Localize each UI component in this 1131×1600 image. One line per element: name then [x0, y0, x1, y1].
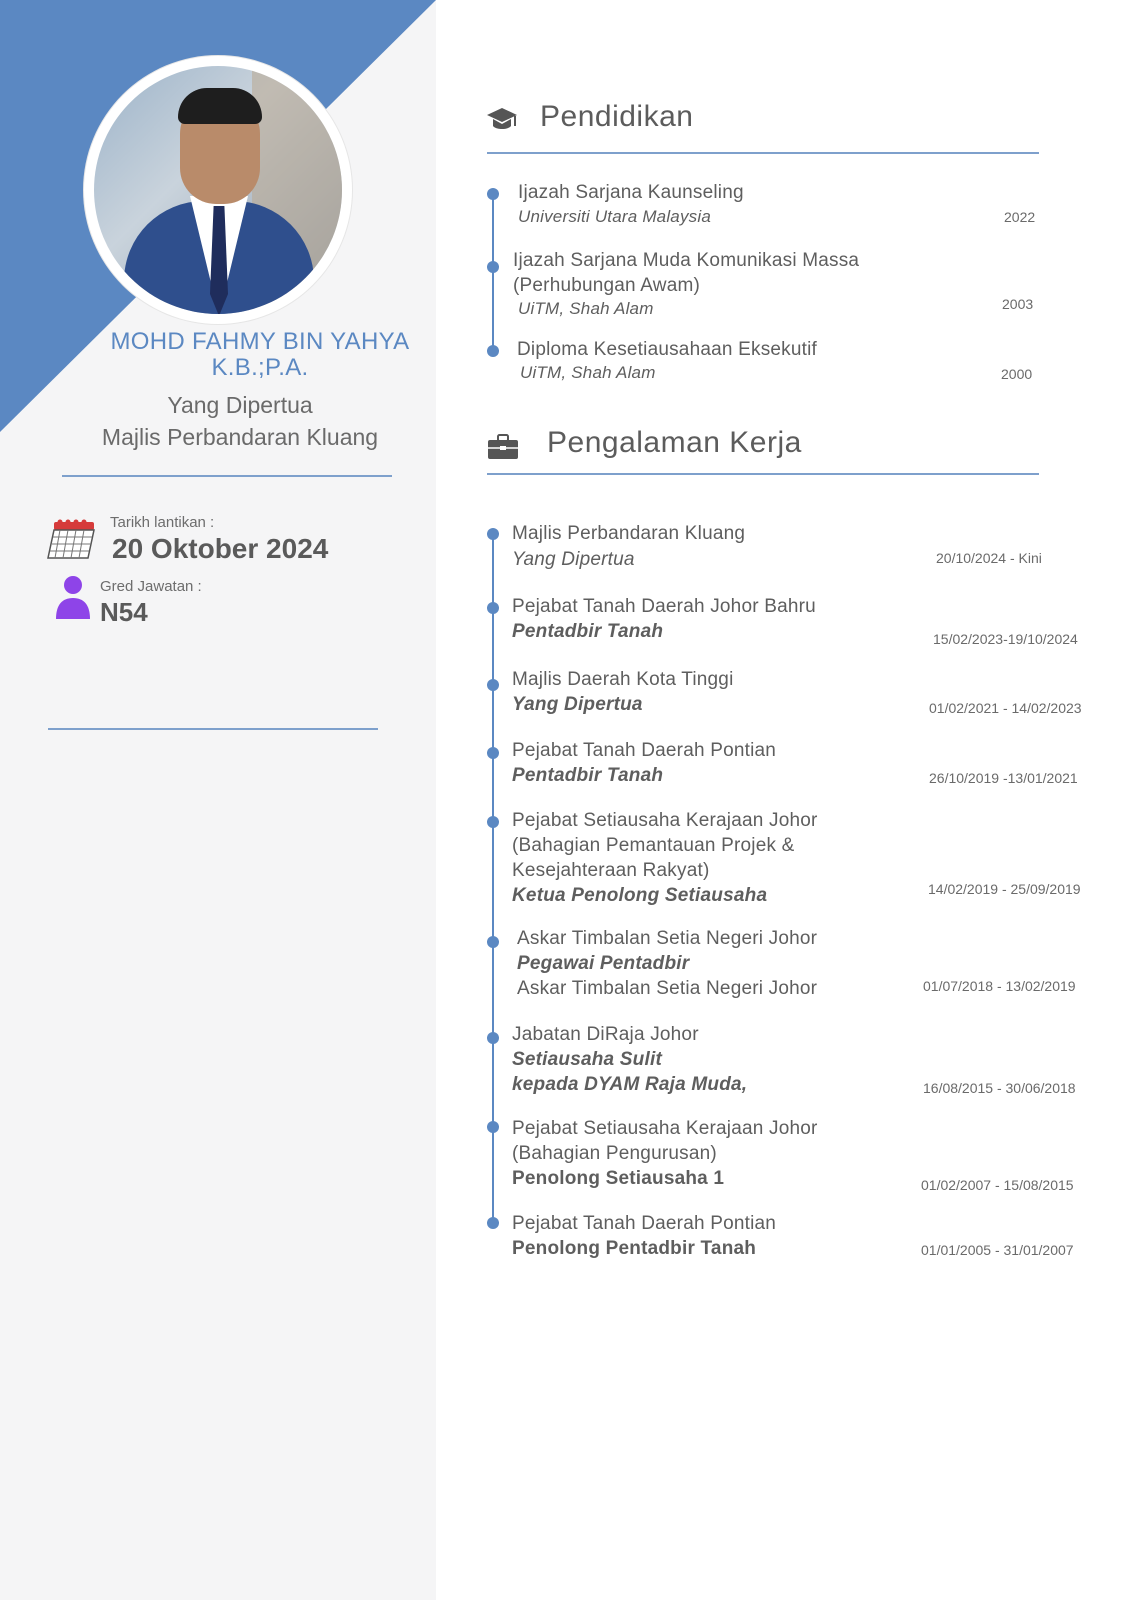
experience-organisation: Pejabat Setiausaha Kerajaan Johor [512, 1118, 818, 1139]
education-year: 2003 [1002, 296, 1034, 312]
experience-position: Setiausaha Sulit [512, 1049, 662, 1070]
education-divider [487, 152, 1039, 154]
briefcase-icon [487, 434, 519, 460]
experience-organisation-line2: (Bahagian Pengurusan) [512, 1143, 717, 1164]
appointment-date: 20 Oktober 2024 [112, 533, 329, 564]
experience-organisation-after: Askar Timbalan Setia Negeri Johor [517, 978, 818, 999]
experience-organisation: Pejabat Tanah Daerah Pontian [512, 740, 777, 761]
experience-organisation: Majlis Perbandaran Kluang [512, 523, 746, 544]
person-honorifics: K.B.;P.A. [211, 354, 309, 381]
appointment-label: Tarikh lantikan : [110, 514, 215, 531]
experience-position: Penolong Pentadbir Tanah [512, 1238, 757, 1259]
experience-date: 01/07/2018 - 13/02/2019 [923, 978, 1076, 994]
timeline-dot [487, 816, 499, 828]
grade-value: N54 [100, 597, 148, 627]
timeline-dot [487, 528, 499, 540]
education-year: 2022 [1004, 209, 1036, 225]
grade-label: Gred Jawatan : [100, 578, 202, 595]
person-name: MOHD FAHMY BIN YAHYA [110, 328, 410, 355]
experience-position-line2: kepada DYAM Raja Muda, [512, 1074, 748, 1095]
timeline-dot [487, 1121, 499, 1133]
person-title: Yang Dipertua [167, 392, 313, 418]
education-degree: Ijazah Sarjana Kaunseling [518, 182, 744, 203]
experience-organisation-line3: Kesejahteraan Rakyat) [512, 860, 710, 881]
timeline-dot [487, 936, 499, 948]
experience-date: 01/02/2021 - 14/02/2023 [929, 700, 1082, 716]
experience-position: Ketua Penolong Setiausaha [512, 885, 768, 906]
profile-photo-frame [84, 56, 352, 324]
timeline-dot [487, 1032, 499, 1044]
experience-organisation: Majlis Daerah Kota Tinggi [512, 669, 734, 690]
timeline-dot [487, 602, 499, 614]
experience-position: Pentadbir Tanah [512, 621, 664, 642]
experience-divider [487, 473, 1039, 475]
experience-organisation: Pejabat Tanah Daerah Pontian [512, 1213, 777, 1234]
experience-title: Pengalaman Kerja [547, 426, 802, 459]
experience-date: 16/08/2015 - 30/06/2018 [923, 1080, 1076, 1096]
education-degree-line2: (Perhubungan Awam) [513, 275, 701, 296]
experience-organisation: Pejabat Setiausaha Kerajaan Johor [512, 810, 818, 831]
experience-date: 20/10/2024 - Kini [936, 550, 1042, 566]
education-institution: Universiti Utara Malaysia [518, 207, 711, 226]
profile-divider-top [62, 475, 392, 477]
timeline-dot [487, 345, 499, 357]
experience-position: Pegawai Pentadbir [517, 953, 690, 974]
experience-position: Yang Dipertua [512, 694, 643, 715]
profile-panel [0, 0, 436, 1600]
experience-organisation: Askar Timbalan Setia Negeri Johor [517, 928, 818, 949]
experience-date: 01/02/2007 - 15/08/2015 [921, 1177, 1074, 1193]
calendar-icon [44, 518, 100, 564]
experience-date: 14/02/2019 - 25/09/2019 [928, 881, 1081, 897]
profile-divider-bottom [48, 728, 378, 730]
person-icon [54, 575, 92, 621]
profile-photo [94, 66, 342, 314]
education-degree: Ijazah Sarjana Muda Komunikasi Massa [513, 250, 860, 271]
timeline-dot [487, 261, 499, 273]
education-institution: UiTM, Shah Alam [518, 299, 654, 318]
education-institution: UiTM, Shah Alam [520, 363, 656, 382]
experience-organisation: Jabatan DiRaja Johor [512, 1024, 699, 1045]
education-year: 2000 [1001, 366, 1033, 382]
education-title: Pendidikan [540, 100, 694, 133]
timeline-dot [487, 679, 499, 691]
experience-organisation: Pejabat Tanah Daerah Johor Bahru [512, 596, 816, 617]
experience-organisation-line2: (Bahagian Pemantauan Projek & [512, 835, 795, 856]
experience-date: 01/01/2005 - 31/01/2007 [921, 1242, 1074, 1258]
experience-position: Yang Dipertua [512, 549, 635, 570]
timeline-dot [487, 188, 499, 200]
experience-date: 15/02/2023-19/10/2024 [933, 631, 1078, 647]
graduation-cap-icon [486, 106, 518, 134]
person-organisation: Majlis Perbandaran Kluang [101, 424, 379, 450]
experience-date: 26/10/2019 -13/01/2021 [929, 770, 1078, 786]
education-degree: Diploma Kesetiausahaan Eksekutif [517, 339, 818, 360]
timeline-dot [487, 1217, 499, 1229]
timeline-dot [487, 747, 499, 759]
experience-position: Pentadbir Tanah [512, 765, 664, 786]
experience-position: Penolong Setiausaha 1 [512, 1168, 725, 1189]
